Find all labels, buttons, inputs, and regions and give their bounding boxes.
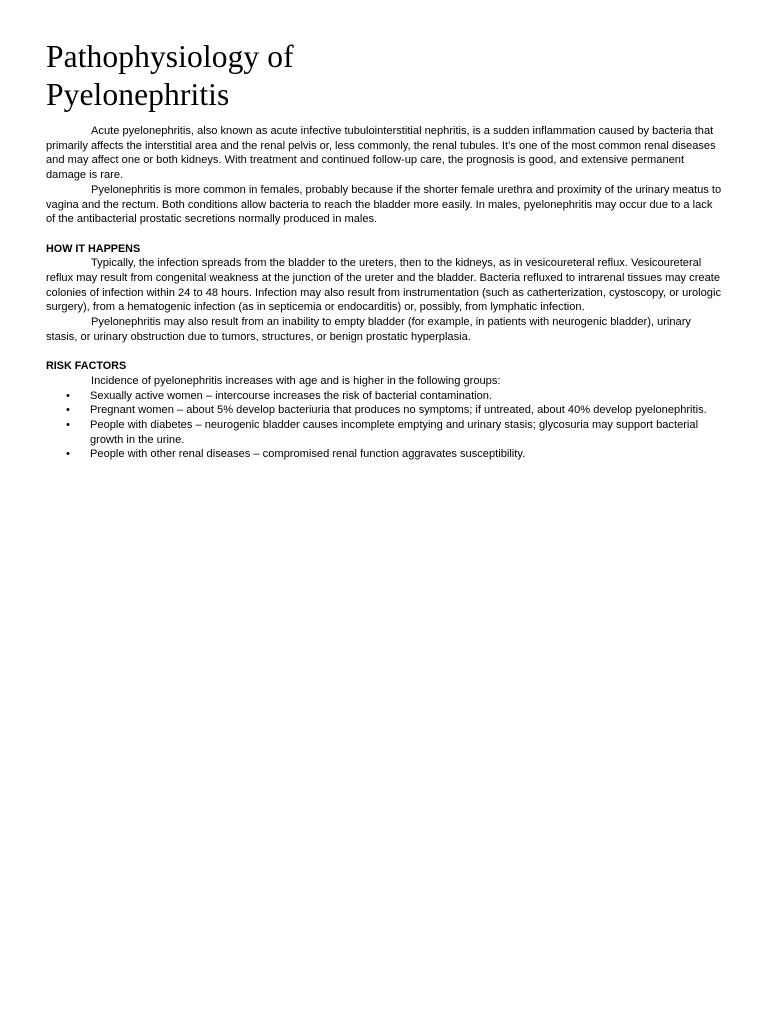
risk-factors-list <box>46 389 722 463</box>
list-item-text: Sexually active women – intercourse increases the risk of bacterial contamination. <box>90 389 493 402</box>
risk-factors-heading: RISK FACTORS <box>46 360 127 373</box>
list-item-text: People with diabetes – neurogenic bladder causes incomplete emptying and urinary stasis; glycosuria may support bacterial growth in the urine. <box>90 419 699 446</box>
how-it-happens-paragraph-2: Pyelonephritis may also result from an inability to empty bladder (for example, in patients with neurogenic bladder), urinary stasis, or urinary obstruction due to tumors, structures, or benign prostatic hyperplasia. <box>46 316 691 343</box>
how-it-happens-heading: HOW IT HAPPENS <box>46 242 141 255</box>
list-item-text: Pregnant women – about 5% develop bacteriuria that produces no symptoms; if untreated, about 40% develop pyelonephritis. <box>90 404 707 417</box>
risk-factors-intro: Incidence of pyelonephritis increases with age and is higher in the following groups: <box>91 374 501 387</box>
list-item <box>46 447 722 462</box>
page-title-line-1: Pathophysiology of <box>46 39 294 74</box>
intro-paragraph-2: Pyelonephritis is more common in females, probably because if the shorter female urethra and proximity of the urinary meatus to vagina and the rectum. Both conditions allow bacteria to reach the bladder more easily. In males, pyelonephritis may occur due to a lack of the antibacterial prostatic secretions normally produced in males. <box>46 183 722 226</box>
bullet-icon: • <box>66 404 70 417</box>
list-item-text: People with other renal diseases – compromised renal function aggravates susceptibility. <box>90 448 526 461</box>
bullet-icon: • <box>66 448 70 461</box>
list-item <box>46 403 722 418</box>
document-body <box>46 124 722 462</box>
bullet-icon: • <box>66 389 70 402</box>
list-item <box>46 389 722 404</box>
how-it-happens-paragraph-1: Typically, the infection spreads from the bladder to the ureters, then to the kidneys, as in vesicoureteral reflux. Vesicoureteral reflux may result from congenital weakness at the junction of the ureter and the bladder. Bacteria refluxed to intrarenal tissues may create colonies of infection within 24 to 48 hours. Infection may also result from instrumentation (such as catherterization, cystoscopy, or urologic surgery), from a hematogenic infection (as in septicemia or endocarditis) or, possibly, from lymphatic infection. <box>46 257 721 314</box>
list-item <box>46 418 722 447</box>
page-title-line-2: Pyelonephritis <box>46 77 230 112</box>
bullet-icon: • <box>66 419 70 432</box>
intro-paragraph-1: Acute pyelonephritis, also known as acute infective tubulointerstitial nephritis, is a sudden inflammation caused by bacteria that primarily affects the interstitial area and the renal pelvis or, less commonly, the renal tubules. It’s one of the most common renal diseases and may affect one or both kidneys. With treatment and continued follow-up care, the prognosis is good, and extensive permanent damage is rare. <box>46 125 716 182</box>
page-title <box>46 38 466 114</box>
